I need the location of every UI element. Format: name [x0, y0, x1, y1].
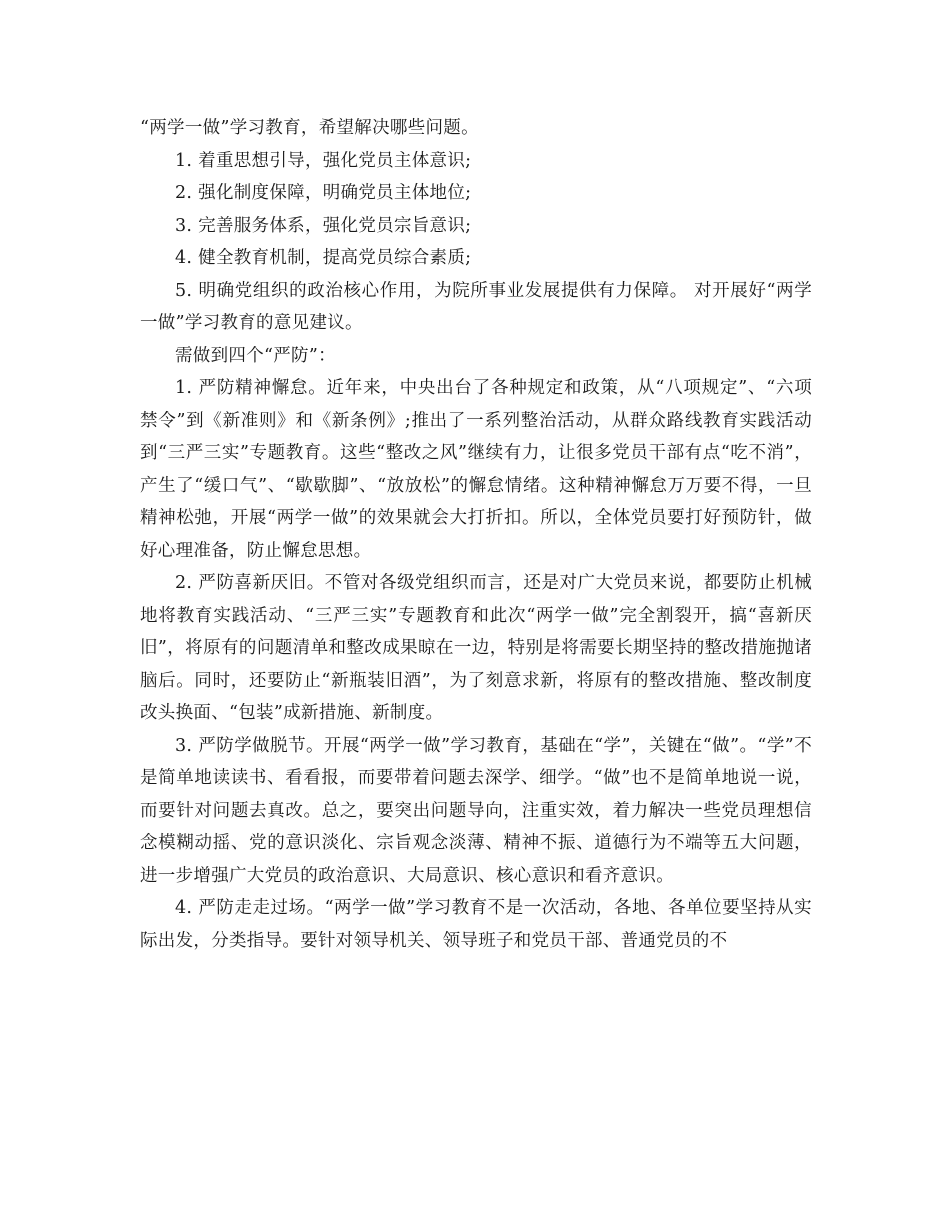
precaution-paragraph-4: 4. 严防走走过场。“两学一做”学习教育不是一次活动，各地、各单位要坚持从实际出发，分类指导。要针对领导机关、领导班子和党员干部、普通党员的不	[140, 898, 812, 951]
four-precautions-heading: 需做到四个“严防”：	[175, 345, 336, 366]
question-heading: “两学一做”学习教育，希望解决哪些问题。	[140, 118, 479, 138]
precaution-paragraph-2: 2. 严防喜新厌旧。不管对各级党组织而言，还是对广大党员来说，都要防止机械地将教育实践活动、“三严三实”专题教育和此次“两学一做”完全割裂开，搞“喜新厌旧”，将原有的问题清单和整改成果晾在一边，特别是将需要长期坚持的整改措施抛诸脑后。同时，还要防止“新瓶装旧酒”，为了刻意求新，将原有的整改措施、整改制度改头换面、“包装”成新措施、新制度。	[140, 573, 812, 723]
document-page	[140, 112, 812, 957]
goal-item-1: 1. 着重思想引导，强化党员主体意识;	[175, 150, 472, 171]
goal-item-4: 4. 健全教育机制，提高党员综合素质;	[175, 248, 472, 268]
goal-item-5: 5. 明确党组织的政治核心作用，为院所事业发展提供有力保障。 对开展好“两学一做”学习教育的意见建议。	[140, 280, 812, 333]
goal-item-3: 3. 完善服务体系，强化党员宗旨意识;	[175, 215, 472, 236]
precaution-paragraph-3: 3. 严防学做脱节。开展“两学一做”学习教育，基础在“学”，关键在“做”。“学”不是简单地读读书、看看报，而要带着问题去深学、细学。“做”也不是简单地说一说，而要针对问题去真改。总之，要突出问题导向，注重实效，着力解决一些党员理想信念模糊动摇、党的意识淡化、宗旨观念淡薄、精神不振、道德行为不端等五大问题，进一步增强广大党员的政治意识、大局意识、核心意识和看齐意识。	[140, 735, 812, 886]
precaution-paragraph-1: 1. 严防精神懈怠。近年来，中央出台了各种规定和政策，从“八项规定”、“六项禁令”到《新准则》和《新条例》;推出了一系列整治活动，从群众路线教育实践活动到“三严三实”专题教育。这些“整改之风”继续有力，让很多党员干部有点“吃不消”，产生了“缓口气”、“歇歇脚”、“放放松”的懈怠情绪。这种精神懈怠万万要不得，一旦精神松弛，开展“两学一做”的效果就会大打折扣。所以，全体党员要打好预防针，做好心理准备，防止懈怠思想。	[140, 378, 812, 561]
goal-item-2: 2. 强化制度保障，明确党员主体地位;	[175, 183, 472, 203]
